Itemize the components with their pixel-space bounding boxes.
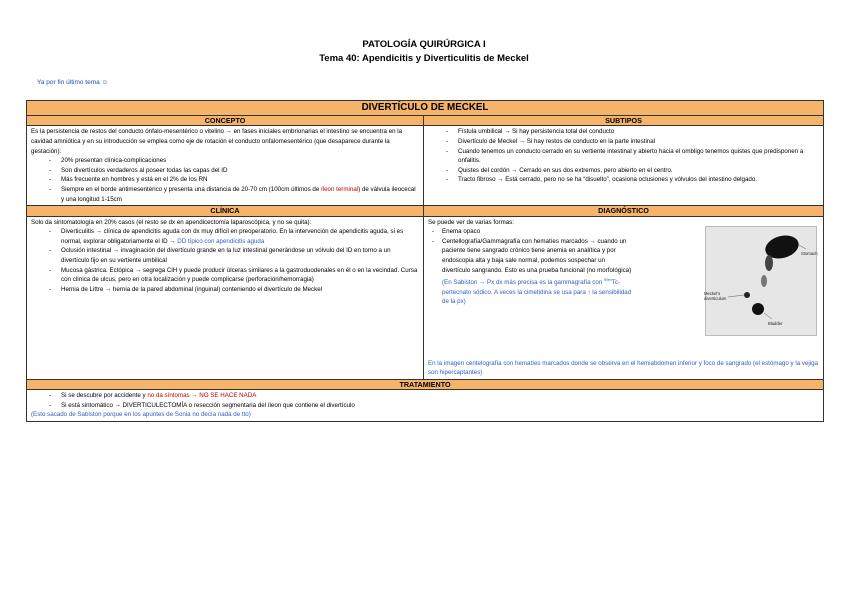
concepto-cell bbox=[27, 126, 424, 206]
tratamiento-header: TRATAMIENTO bbox=[27, 379, 824, 389]
list-item: - Tracto fibroso → Está cerrado, pero no se ha “disuelto”, ocasiona oclusiones y vólvulos del intestino delgado. bbox=[458, 175, 819, 185]
clinica-cell bbox=[27, 216, 424, 379]
scan-graphic bbox=[706, 227, 816, 335]
image-caption: En la imagen centelografía con hematíes marcados donde se observa en el hemiabdomen inferior y foco de sangrado (el estómago y la vejiga son hipercaptantes) bbox=[428, 359, 819, 377]
list-item: - Centellografía/Gammagrafía con hematíes marcados → cuando un paciente tiene sangrado crónico tiene anemia en analítica y por endoscopia alta y baja sale normal, podemos sospechar un divertículo sangrando. Esto es una prueba funcional (no morfológica) (En Sabiston → Px dx más precisa es la gammagrafía con $^{99m}$Tc-pertecnato sódico. A veces la cimetidina se usa para ↑ la sensibilidad de la px) bbox=[442, 237, 633, 307]
subtipos-cell bbox=[424, 126, 824, 206]
clinica-header: CLÍNICA bbox=[27, 206, 424, 216]
meckel-label: Meckel's diverticulum bbox=[704, 290, 727, 301]
tratamiento-cell bbox=[27, 390, 824, 422]
list-item: - Oclusión intestinal → invaginación del divertículo grande en la luz intestinal generándose un vólvulo del ID en torno a un divertículo fijo en su vertiente umbilical bbox=[61, 246, 419, 265]
concepto-header: CONCEPTO bbox=[27, 116, 424, 126]
scintigraphy-image bbox=[705, 226, 817, 336]
list-item: - Divertículo de Meckel → Si hay restos de conducto en la parte intestinal bbox=[458, 137, 819, 147]
list-item: - Más frecuente en hombres y está en el 2% de los RN bbox=[61, 175, 419, 185]
highlight-text: no da síntomas → NO SE HACE NADA bbox=[147, 392, 257, 400]
list-item: - Siempre en el borde antimesentérico y presenta una distancia de 20-70 cm (100cm últimos de íleon terminal) de válvula ileocecal y una longitud 1-15cm bbox=[61, 185, 419, 204]
list-item: - 20% presentan clínica-complicaciones bbox=[61, 156, 419, 166]
list-item: - Si se descubre por accidente y no da síntomas → NO SE HACE NADA bbox=[61, 391, 819, 401]
diagnostico-cell bbox=[424, 216, 824, 379]
list-item: - Cuando tenemos un conducto cerrado en su vertiente intestinal y abierto hacia el ombligo tenemos quistes que predisponen a onfalitis. bbox=[458, 147, 819, 166]
diagnostico-intro: Se puede ver de varias formas: bbox=[428, 218, 514, 226]
intro-note: Ya por fin último tema ☺ bbox=[37, 79, 109, 86]
meckel-table bbox=[26, 100, 824, 422]
bladder-label: Bladder bbox=[768, 320, 783, 326]
tratamiento-note: (Esto sacado de Sabiston porque en los apuntes de Sonia no decía nada de tto) bbox=[31, 411, 251, 419]
list-item: - Son divertículos verdaderos al poseer todas las capas del ID bbox=[61, 166, 419, 176]
list-item: - Enema opaco bbox=[442, 227, 633, 237]
list-item: - Fístula umbilical → Si hay persistencia total del conducto bbox=[458, 127, 819, 137]
list-item: - Quistes del cordón → Cerrado en sus dos extremos, pero abierto en el centro. bbox=[458, 166, 819, 176]
highlight-text: DD típico con apendicitis aguda bbox=[177, 237, 265, 245]
clinica-intro: Solo da sintomatología en 20% casos (el resto se dx en apendicectomía laparoscópica, y no se quita): bbox=[31, 218, 312, 226]
stomach-label: Stomach bbox=[801, 250, 818, 256]
document-title: PATOLOGÍA QUIRÚRGICA I bbox=[362, 39, 486, 50]
table-main-header: DIVERTÍCULO DE MECKEL bbox=[27, 101, 824, 116]
list-item: - Si está sintomático → DIVERTICULECTOMÍA o resección segmentaria del íleon que contiene el divertículo bbox=[61, 401, 819, 411]
subtipos-header: SUBTIPOS bbox=[424, 116, 824, 126]
list-item: - Diverticulitis → clínica de apendicitis aguda con dx muy difícil en preoperatorio. En la intervención de apendicitis aguda, si es normal, explorar obligatoriamente el ID → DD típico con apendicitis aguda bbox=[61, 227, 419, 246]
highlight-text: íleon terminal bbox=[321, 185, 359, 193]
list-item: - Mucosa gástrica. Ectópica → segrega ClH y puede producir úlceras similares a la gastroduodenales en él o en la vecindad. Cursa con clínica de ulcus, pero en otra localización y puede complicarse (perforación/hemorragia) bbox=[61, 266, 419, 285]
diagnostico-header: DIAGNÓSTICO bbox=[424, 206, 824, 216]
list-item: - Hernia de Littre → hernia de la pared abdominal (inguinal) conteniendo el divertículo de Meckel bbox=[61, 285, 419, 295]
sabiston-note: (En Sabiston → Px dx más precisa es la gammagrafía con $^{99m}$Tc-pertecnato sódico. A veces la cimetidina se usa para ↑ la sensibilidad de la px) bbox=[442, 277, 632, 306]
concepto-intro: Es la persistencia de restos del conducto ónfalo-mesentérico o vitelino → en fases iniciales embrionarias el intestino se encuentra en la cavidad amniótica y en su introducción se emplea como eje de rotación el conducto onfalomesentérico (que desaparece durante la gestación): bbox=[31, 128, 403, 155]
document-subtitle: Tema 40: Apendicitis y Diverticulitis de Meckel bbox=[319, 53, 529, 64]
